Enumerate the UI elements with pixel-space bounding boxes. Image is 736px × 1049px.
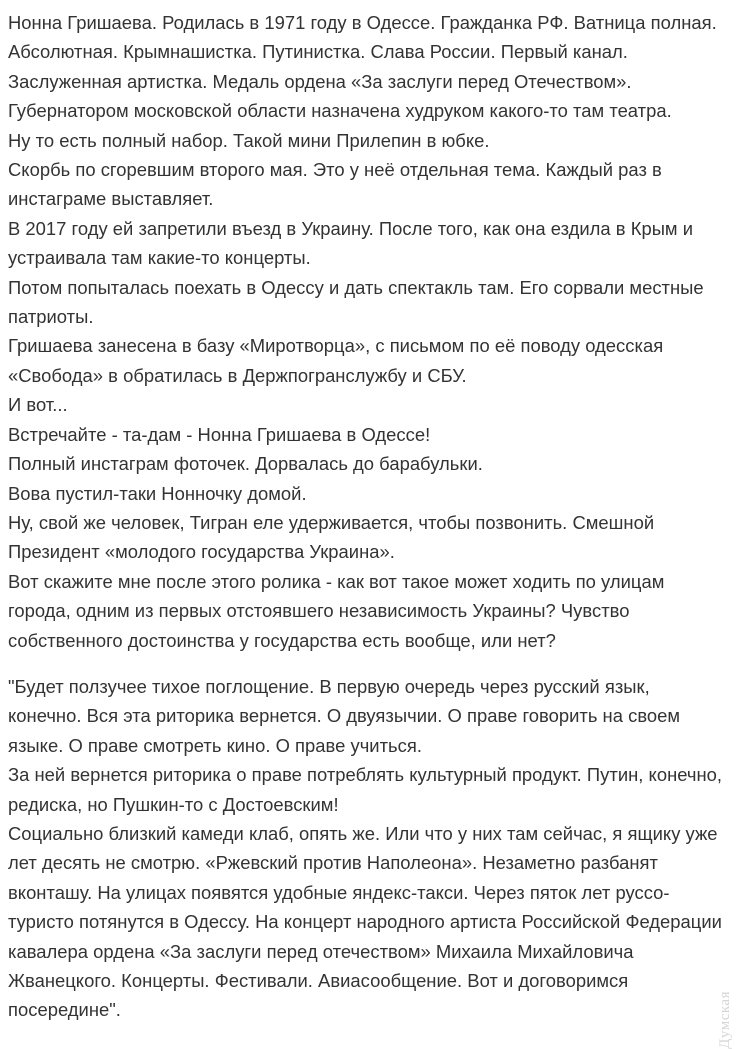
site-watermark: Думская bbox=[717, 991, 733, 1049]
article-paragraph: В 2017 году ей запретили въезд в Украину. После того, как она ездила в Крым и устраивала там какие-то концерты. bbox=[8, 217, 694, 269]
paragraph-spacer bbox=[8, 655, 724, 672]
article-paragraph: Гришаева занесена в базу «Миротворца», с письмом по её поводу одесская «Свобода» в обратилась в Держпогранслужбу и СБУ. bbox=[8, 335, 664, 386]
quote-paragraph: "Будет ползучее тихое поглощение. В первую очередь через русский язык, конечно. Вся эта риторика вернется. О двуязычии. О праве говорить на своем языке. О праве смотреть кино. О праве учиться. bbox=[8, 675, 681, 756]
article-paragraph: Ну, свой же человек, Тигран еле удерживается, чтобы позвонить. Смешной Президент «молодого государства Украина». bbox=[8, 511, 655, 563]
article-paragraph: Вот скажите мне после этого ролика - как вот такое может ходить по улицам города, одним из первых отстоявшего независимость Украины? Чувство собственного достоинства у государства есть вообще, или нет? bbox=[8, 570, 665, 651]
article-paragraph: Нонна Гришаева. Родилась в 1971 году в Одессе. Гражданка РФ. Ватница полная. Абсолютная. Крымнашистка. Путинистка. Слава России. Первый канал. Заслуженная артистка. Медаль ордена «За заслуги перед Отечеством». Губернатором московской области назначена худруком какого-то там театра. bbox=[8, 12, 717, 122]
article-paragraph: Полный инстаграм фоточек. Дорвалась до барабульки. bbox=[8, 453, 483, 475]
article-paragraph: Встречайте - та-дам - Нонна Гришаева в Одессе! bbox=[8, 423, 431, 445]
article-paragraph: Вова пустил-таки Нонночку домой. bbox=[8, 482, 307, 504]
quote-paragraph: Социально близкий камеди клаб, опять же. Или что у них там сейчас, я ящику уже лет десять не смотрю. «Ржевский против Наполеона». Незаметно разбанят вконташу. На улицах появятся удобные яндекс-такси. Через пяток лет руссо-туристо потянутся в Одессу. На концерт народного артиста Российской Федерации кавалера ордена «За заслуги перед отечеством» Михаила Михайловича Жванецкого. Концерты. Фестивали. Авиасообщение. Вот и договоримся посередине". bbox=[8, 822, 722, 1021]
article-paragraph: Ну то есть полный набор. Такой мини Прилепин в юбке. bbox=[8, 129, 490, 151]
article-paragraph: И вот... bbox=[8, 394, 68, 416]
article-paragraph: Скорбь по сгоревшим второго мая. Это у неё отдельная тема. Каждый раз в инстаграме выставляет. bbox=[8, 159, 662, 210]
quote-paragraph: За ней вернется риторика о праве потреблять культурный продукт. Путин, конечно, редиска, но Пушкин-то с Достоевским! bbox=[8, 764, 723, 815]
article-paragraph: Потом попыталась поехать в Одессу и дать спектакль там. Его сорвали местные патриоты. bbox=[8, 276, 704, 328]
